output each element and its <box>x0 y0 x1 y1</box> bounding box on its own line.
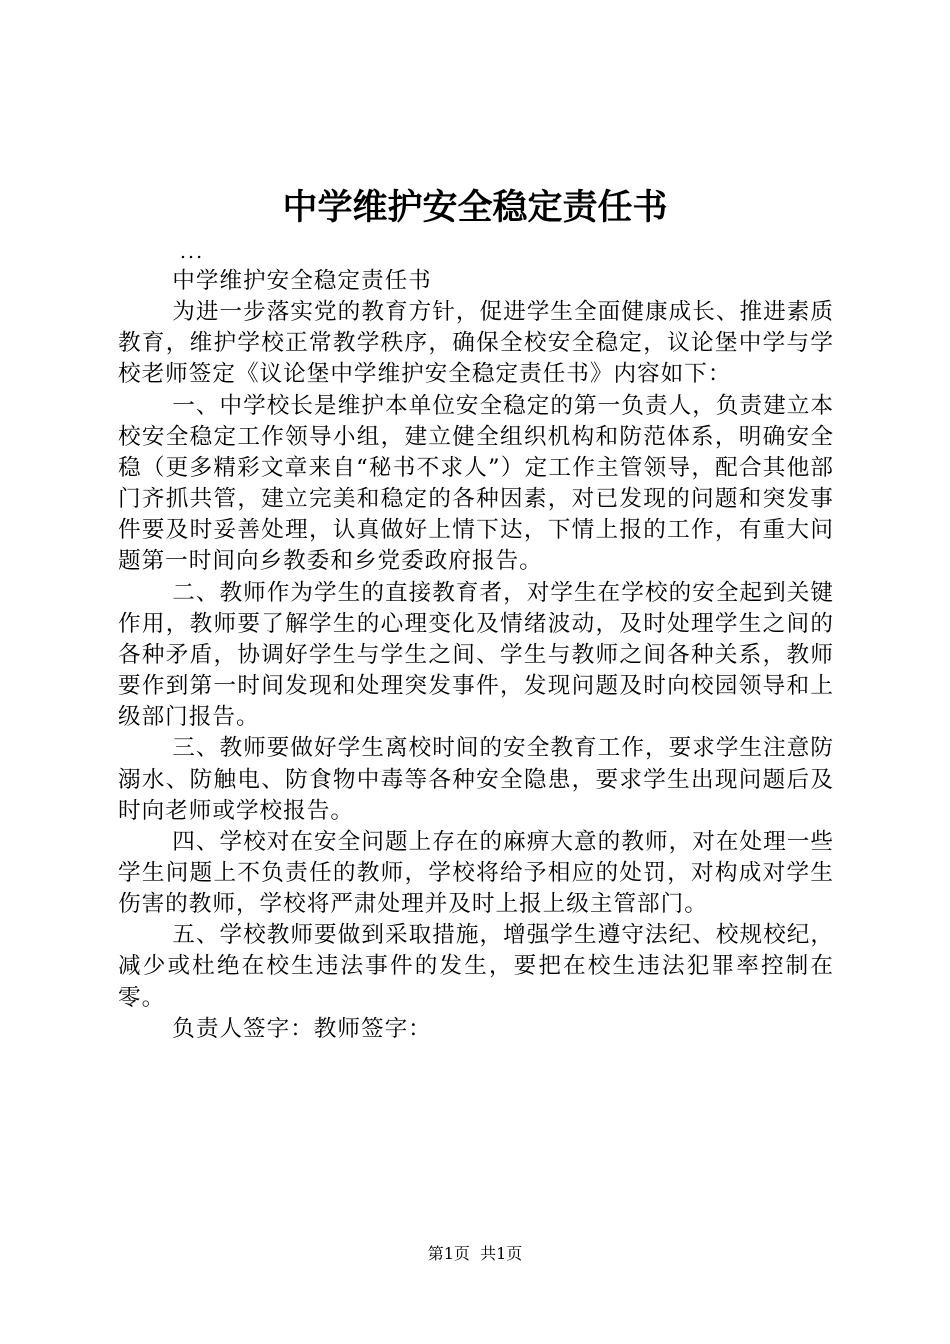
subtitle-paragraph: 中学维护安全稳定责任书 <box>172 268 432 294</box>
clause-1-paragraph: 一、中学校长是维护本单位安全稳定的第一负责人，负责建立本校安全稳定工作领导小组，建立健全组织机构和防范体系，明确安全稳（更多精彩文章来自“秘书不求人”）定工作主管领导，配合其他部门齐抓共管，建立完美和稳定的各种因素，对已发现的问题和突发事件要及时妥善处理，认真做好上情下达，下情上报的工作，有重大问题第一时间向乡教委和乡党委政府报告。 <box>118 392 834 575</box>
signature-line: 负责人签字：教师签字： <box>172 1015 432 1042</box>
ellipsis-marker: ... <box>180 241 205 263</box>
clause-2-paragraph: 二、教师作为学生的直接教育者，对学生在学校的安全起到关键作用，教师要了解学生的心理变化及情绪波动，及时处理学生之间的各种矛盾，协调好学生与学生之间、学生与教师之间各种关系，教师要作到第一时间发现和处理突发事件，发现问题及时向校园领导和上级部门报告。 <box>118 579 834 731</box>
document-title: 中学维护安全稳定责任书 <box>282 188 668 228</box>
intro-paragraph: 为进一步落实党的教育方针，促进学生全面健康成长、推进素质教育，维护学校正常教学秩序，确保全校安全稳定，议论堡中学与学校老师签定《议论堡中学维护安全稳定责任书》内容如下： <box>118 299 834 388</box>
page-footer: 第1页 共1页 <box>427 1244 523 1263</box>
clause-5-paragraph: 五、学校教师要做到采取措施，增强学生遵守法纪、校规校纪，减少或杜绝在校生违法事件的发生，要把在校生违法犯罪率控制在零。 <box>118 922 834 1011</box>
clause-3-paragraph: 三、教师要做好学生离校时间的安全教育工作，要求学生注意防溺水、防触电、防食物中毒等各种安全隐患，要求学生出现问题后及时向老师或学校报告。 <box>118 735 834 824</box>
clause-4-paragraph: 四、学校对在安全问题上存在的麻痹大意的教师，对在处理一些学生问题上不负责任的教师，学校将给予相应的处罚，对构成对学生伤害的教师，学校将严肃处理并及时上报上级主管部门。 <box>118 828 834 918</box>
document-body <box>118 266 834 1045</box>
